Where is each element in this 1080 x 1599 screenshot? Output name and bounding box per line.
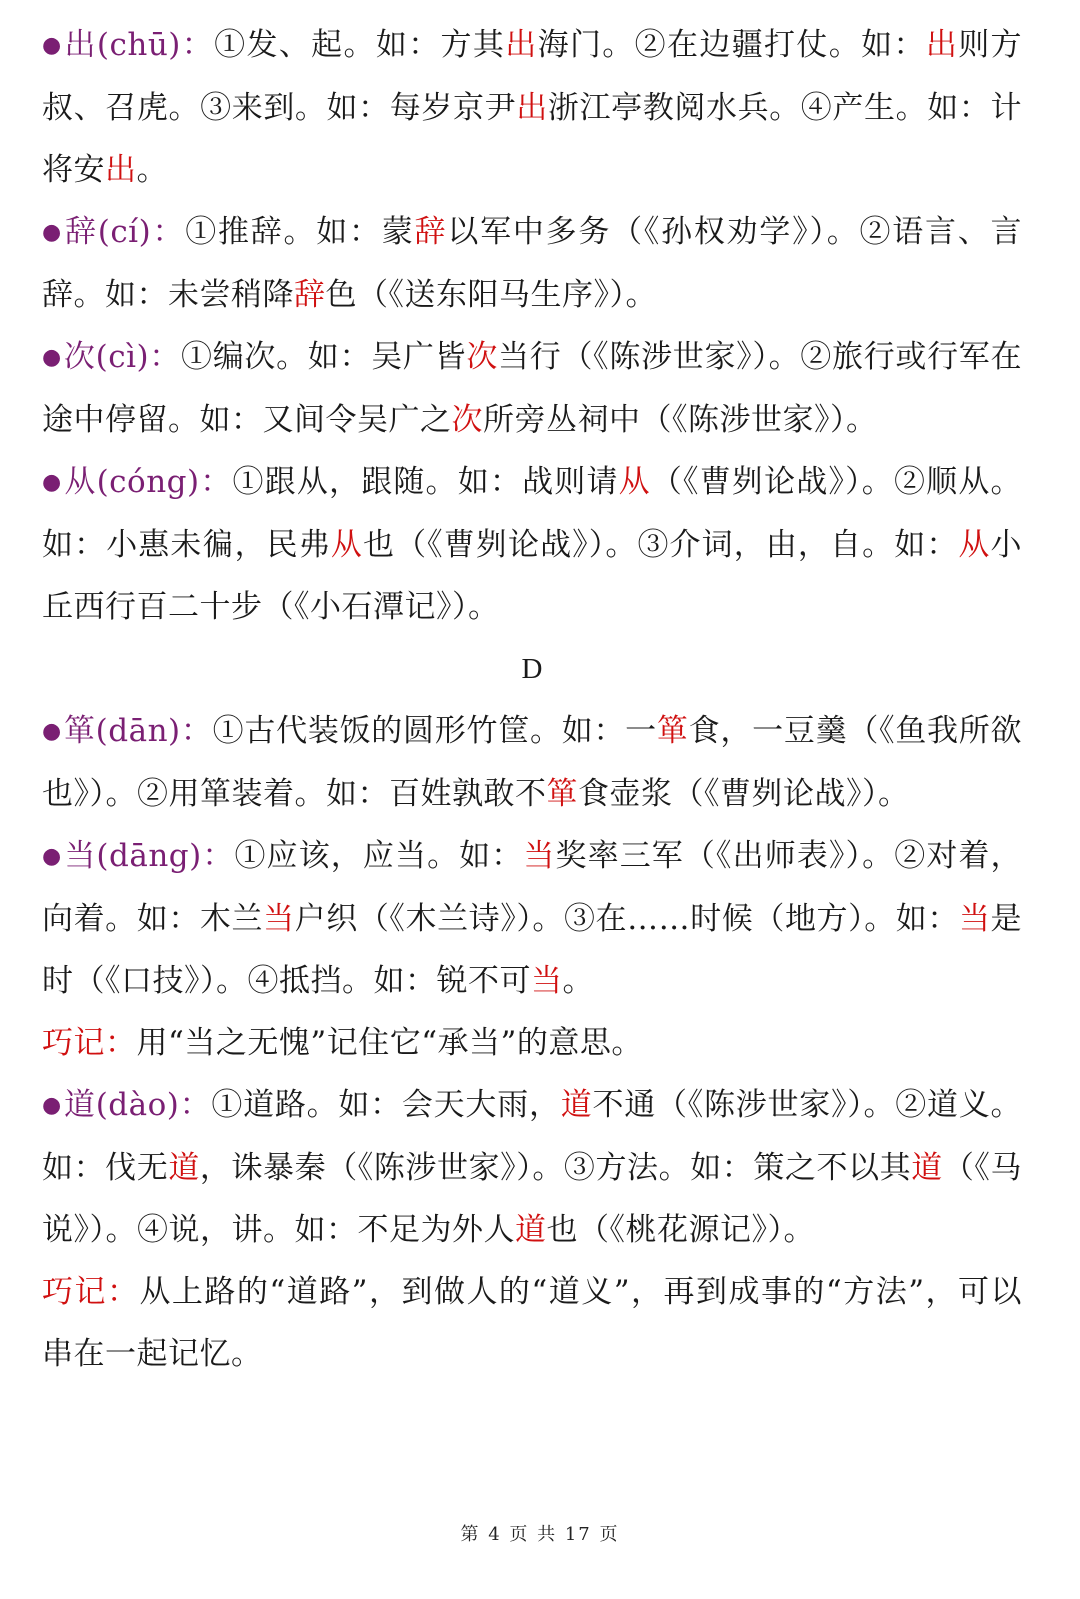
highlight-word: 从 [618,464,651,500]
highlight-word: 道 [911,1150,943,1186]
bullet-icon: ● [42,1093,62,1118]
glossary-content [42,14,1022,1385]
bullet-icon: ● [42,719,62,744]
highlight-word: 当 [263,901,295,937]
definition-text: ①跟从，跟随。如：战则请 [232,464,619,500]
definition-text: 奖率三军（《出师表》）。②对着，向着。如：木兰 [42,838,1023,937]
highlight-word: 次 [451,402,483,438]
highlight-word: 出 [516,90,548,126]
highlight-word: 出 [505,27,538,63]
definition-text: ①发、起。如：方其 [214,27,506,63]
definition-text: 也（《桃花源记》）。 [546,1212,815,1248]
highlight-word: 辞 [294,277,326,313]
tip-label: 巧记： [42,1025,137,1061]
definition-text: ①道路。如：会天大雨， [211,1087,561,1123]
definition-text: 户织（《木兰诗》）。③在……时候（地方）。如： [294,901,959,937]
highlight-word: 次 [466,339,499,375]
headword: 从(cóng)： [64,464,233,500]
bullet-icon: ● [42,345,62,370]
entry-chu [42,14,1022,201]
definition-text: 也（《曹刿论战》）。③介词，由，自。如： [362,527,959,563]
highlight-word: 道 [168,1150,200,1186]
highlight-word: 道 [560,1087,593,1123]
tip-text: 用“当之无愧”记住它“承当”的意思。 [136,1025,643,1061]
definition-text: 是时（《口技》）。④抵挡。如：锐不可 [42,901,1023,999]
definition-text: ，诛暴秦（《陈涉世家》）。③方法。如：策之不以其 [199,1150,912,1186]
page-footer: 第 4 页 共 17 页 [460,1524,620,1545]
headword: 辞(cí)： [64,214,186,250]
tip-label: 巧记： [42,1274,140,1310]
definition-text: 不通（《陈涉世家》）。②道义。如：伐无 [42,1087,1023,1186]
bullet-icon: ● [42,470,63,495]
highlight-word: 箪 [546,776,578,812]
highlight-word: 出 [925,27,959,63]
headword: 当(dāng)： [64,838,235,874]
headword: 道(dào)： [63,1087,212,1123]
entry-dao [42,1074,1022,1261]
entry-dan [42,700,1022,825]
highlight-word: 当 [531,963,563,999]
highlight-word: 从 [958,527,991,563]
definition-text: 食，一豆羹（《鱼我所欲也》）。②用箪装着。如：百姓孰敢不 [42,713,1023,812]
definition-text: ①编次。如：吴广皆 [180,339,467,375]
definition-text: 。 [136,152,168,188]
highlight-word: 当 [523,838,556,874]
definition-text: 食壶浆（《曹刿论战》）。 [578,776,910,812]
definition-text: 当行（《陈涉世家》）。②旅行或行军在途中停留。如：又间令吴广之 [42,339,1023,438]
definition-text: （《曹刿论战》）。②顺从。如：小惠未徧，民弗 [42,464,1023,563]
definition-text: 海门。②在边疆打仗。如： [537,27,926,63]
highlight-word: 出 [105,152,137,188]
definition-text: ①古代装饭的圆形竹筐。如：一 [212,713,657,749]
bullet-icon: ● [42,220,63,245]
entry-dang [42,825,1022,1012]
entry-cong [42,451,1022,638]
definition-text: 以军中多务（《孙权劝学》）。②语言、言辞。如：未尝稍降 [42,214,1023,313]
highlight-word: 从 [330,527,363,563]
entry-ci-4 [42,326,1022,451]
definition-text: 小丘西行百二十步（《小石潭记》）。 [42,527,1023,625]
headword: 次(cì)： [63,339,181,375]
definition-text: 浙江亭教阅水兵。④产生。如：计将安 [42,90,1023,188]
headword: 箪(dān)： [63,713,213,749]
definition-text: 则方叔、召虎。③来到。如：每岁京尹 [42,27,1023,126]
definition-text: 所旁丛祠中（《陈涉世家》）。 [483,402,878,438]
tip-text: 从上路的“道路”，到做人的“道义”，再到成事的“方法”，可以串在一起记忆。 [42,1274,1023,1372]
entry-ci-2 [42,201,1022,326]
section-heading: D [521,653,543,685]
definition-text: 。 [562,963,594,999]
bullet-icon: ● [42,844,63,869]
memory-tip-dao [42,1261,1022,1385]
highlight-word: 辞 [414,214,448,250]
definition-text: 色（《送东阳马生序》）。 [325,277,657,313]
definition-text: ①应该，应当。如： [234,838,524,874]
definition-text: ①推辞。如：蒙 [185,214,415,250]
memory-tip-dang [42,1012,1022,1074]
headword: 出(chū)： [64,27,215,63]
highlight-word: 箪 [656,713,689,749]
highlight-word: 道 [515,1212,547,1248]
definition-text: （《马说》）。④说，讲。如：不足为外人 [42,1150,1022,1248]
highlight-word: 当 [958,901,991,937]
bullet-icon: ● [42,33,63,58]
